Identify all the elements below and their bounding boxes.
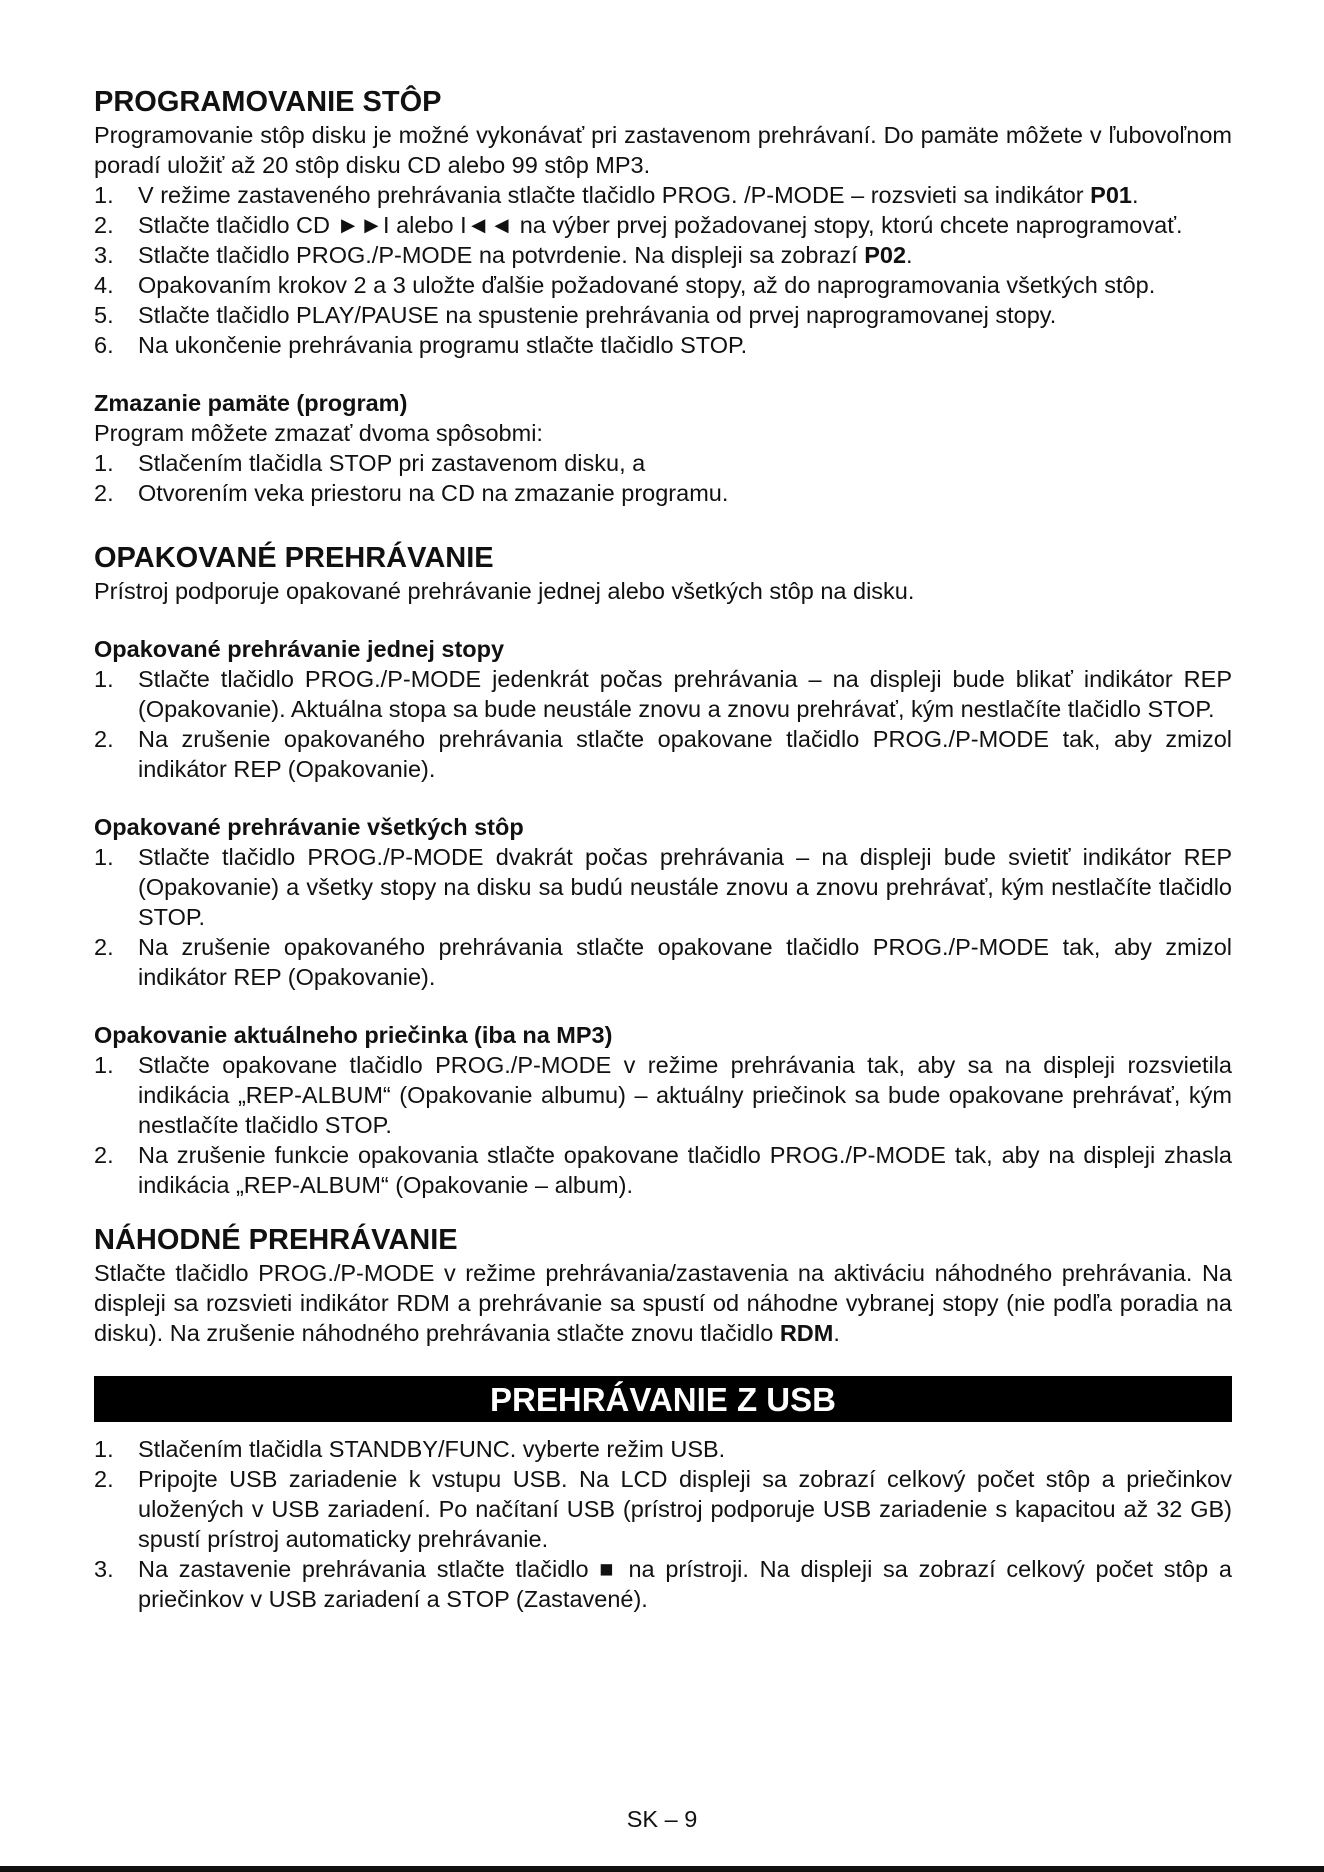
section-heading-random: NÁHODNÉ PREHRÁVANIE bbox=[94, 1224, 458, 1256]
list-item: 2. Na zrušenie opakovaného prehrávania stlačte opakovane tlačidlo PROG./P-MODE tak, aby zmizol indikátor REP (Opakovanie). bbox=[94, 934, 1232, 990]
list-item: 3. Na zastavenie prehrávania stlačte tlačidlo ■ na prístroji. Na displeji sa zobrazí celkový počet stôp a priečinkov v USB zariadení a STOP (Zastavené). bbox=[94, 1556, 1232, 1612]
repeat-intro: Prístroj podporuje opakované prehrávanie jednej alebo všetkých stôp na disku. bbox=[94, 578, 915, 604]
list-item: 1. V režime zastaveného prehrávania stlačte tlačidlo PROG. /P-MODE – rozsvieti sa indikátor P01. bbox=[94, 182, 1139, 208]
subheading-repeat-all: Opakované prehrávanie všetkých stôp bbox=[94, 814, 524, 840]
list-item: 2. Na zrušenie funkcie opakovania stlačte opakovane tlačidlo PROG./P-MODE tak, aby na displeji zhasla indikácia „REP-ALBUM“ (Opakovanie – album). bbox=[94, 1142, 1232, 1198]
list-item: 2. Na zrušenie opakovaného prehrávania stlačte opakovane tlačidlo PROG./P-MODE tak, aby zmizol indikátor REP (Opakovanie). bbox=[94, 726, 1232, 782]
erase-intro: Program môžete zmazať dvoma spôsobmi: bbox=[94, 420, 543, 446]
list-item: 1. Stlačením tlačidla STOP pri zastavenom disku, a bbox=[94, 450, 646, 476]
subheading-repeat-folder: Opakovanie aktuálneho priečinka (iba na MP3) bbox=[94, 1022, 613, 1048]
section-heading-programming: PROGRAMOVANIE STÔP bbox=[94, 86, 442, 118]
list-item: 2. Stlačte tlačidlo CD ►►I alebo I◄◄ na výber prvej požadovanej stopy, ktorú chcete naprogramovať. bbox=[94, 212, 1183, 238]
list-item: 2. Otvorením veka priestoru na CD na zmazanie programu. bbox=[94, 480, 729, 506]
list-item: 2. Pripojte USB zariadenie k vstupu USB. Na LCD displeji sa zobrazí celkový počet stôp a priečinkov uložených v USB zariadení. Po načítaní USB (prístroj podporuje USB zariadenie s kapacitou až 32 GB) spustí prístroj automaticky prehrávanie. bbox=[94, 1466, 1232, 1552]
list-item: 1. Stlačte tlačidlo PROG./P-MODE jedenkrát počas prehrávania – na displeji bude blikať indikátor REP (Opakovanie). Aktuálna stopa sa bude neustále znovu a znovu prehrávať, kým nestlačíte tlačidlo STOP. bbox=[94, 666, 1232, 722]
section-heading-repeat: OPAKOVANÉ PREHRÁVANIE bbox=[94, 542, 494, 574]
programming-steps bbox=[94, 180, 1232, 360]
list-item: 3. Stlačte tlačidlo PROG./P-MODE na potvrdenie. Na displeji sa zobrazí P02. bbox=[94, 242, 913, 268]
list-item: 1. Stlačením tlačidla STANDBY/FUNC. vyberte režim USB. bbox=[94, 1436, 726, 1462]
list-item: 5. Stlačte tlačidlo PLAY/PAUSE na spustenie prehrávania od prvej naprogramovanej stopy. bbox=[94, 302, 1057, 328]
list-item: 6. Na ukončenie prehrávania programu stlačte tlačidlo STOP. bbox=[94, 332, 748, 358]
page-number: SK – 9 bbox=[626, 1806, 698, 1832]
repeat-all-steps bbox=[94, 842, 1232, 992]
list-item: 1. Stlačte tlačidlo PROG./P-MODE dvakrát počas prehrávania – na displeji bude svietiť indikátor REP (Opakovanie) a všetky stopy na disku sa budú neustále znovu a znovu prehrávať, kým nestlačíte tlačidlo STOP. bbox=[94, 844, 1232, 930]
erase-steps bbox=[94, 448, 1232, 508]
subheading-erase-memory: Zmazanie pamäte (program) bbox=[94, 390, 408, 416]
repeat-one-steps bbox=[94, 664, 1232, 784]
list-item: 1. Stlačte opakovane tlačidlo PROG./P-MODE v režime prehrávania tak, aby sa na displeji rozsvietila indikácia „REP-ALBUM“ (Opakovanie albumu) – aktuálny priečinok sa bude opakovane prehrávať, kým nestlačíte tlačidlo STOP. bbox=[94, 1052, 1232, 1138]
repeat-folder-steps bbox=[94, 1050, 1232, 1200]
bottom-rule bbox=[0, 1866, 1324, 1872]
page-content bbox=[94, 84, 1232, 1614]
programming-intro: Programovanie stôp disku je možné vykonávať pri zastavenom prehrávaní. Do pamäte môžete v ľubovoľnom poradí uložiť až 20 stôp disku CD alebo 99 stôp MP3. bbox=[94, 122, 1232, 178]
section-banner-usb: PREHRÁVANIE Z USB bbox=[94, 1376, 1232, 1422]
usb-steps bbox=[94, 1434, 1232, 1614]
list-item: 4. Opakovaním krokov 2 a 3 uložte ďalšie požadované stopy, až do naprogramovania všetkých stôp. bbox=[94, 272, 1156, 298]
random-text: Stlačte tlačidlo PROG./P-MODE v režime prehrávania/zastavenia na aktiváciu náhodného prehrávania. Na displeji sa rozsvieti indikátor RDM a prehrávanie sa spustí od náhodne vybranej stopy (nie podľa poradia na disku). Na zrušenie náhodného prehrávania stlačte znovu tlačidlo RDM. bbox=[94, 1260, 1232, 1346]
subheading-repeat-one: Opakované prehrávanie jednej stopy bbox=[94, 636, 505, 662]
